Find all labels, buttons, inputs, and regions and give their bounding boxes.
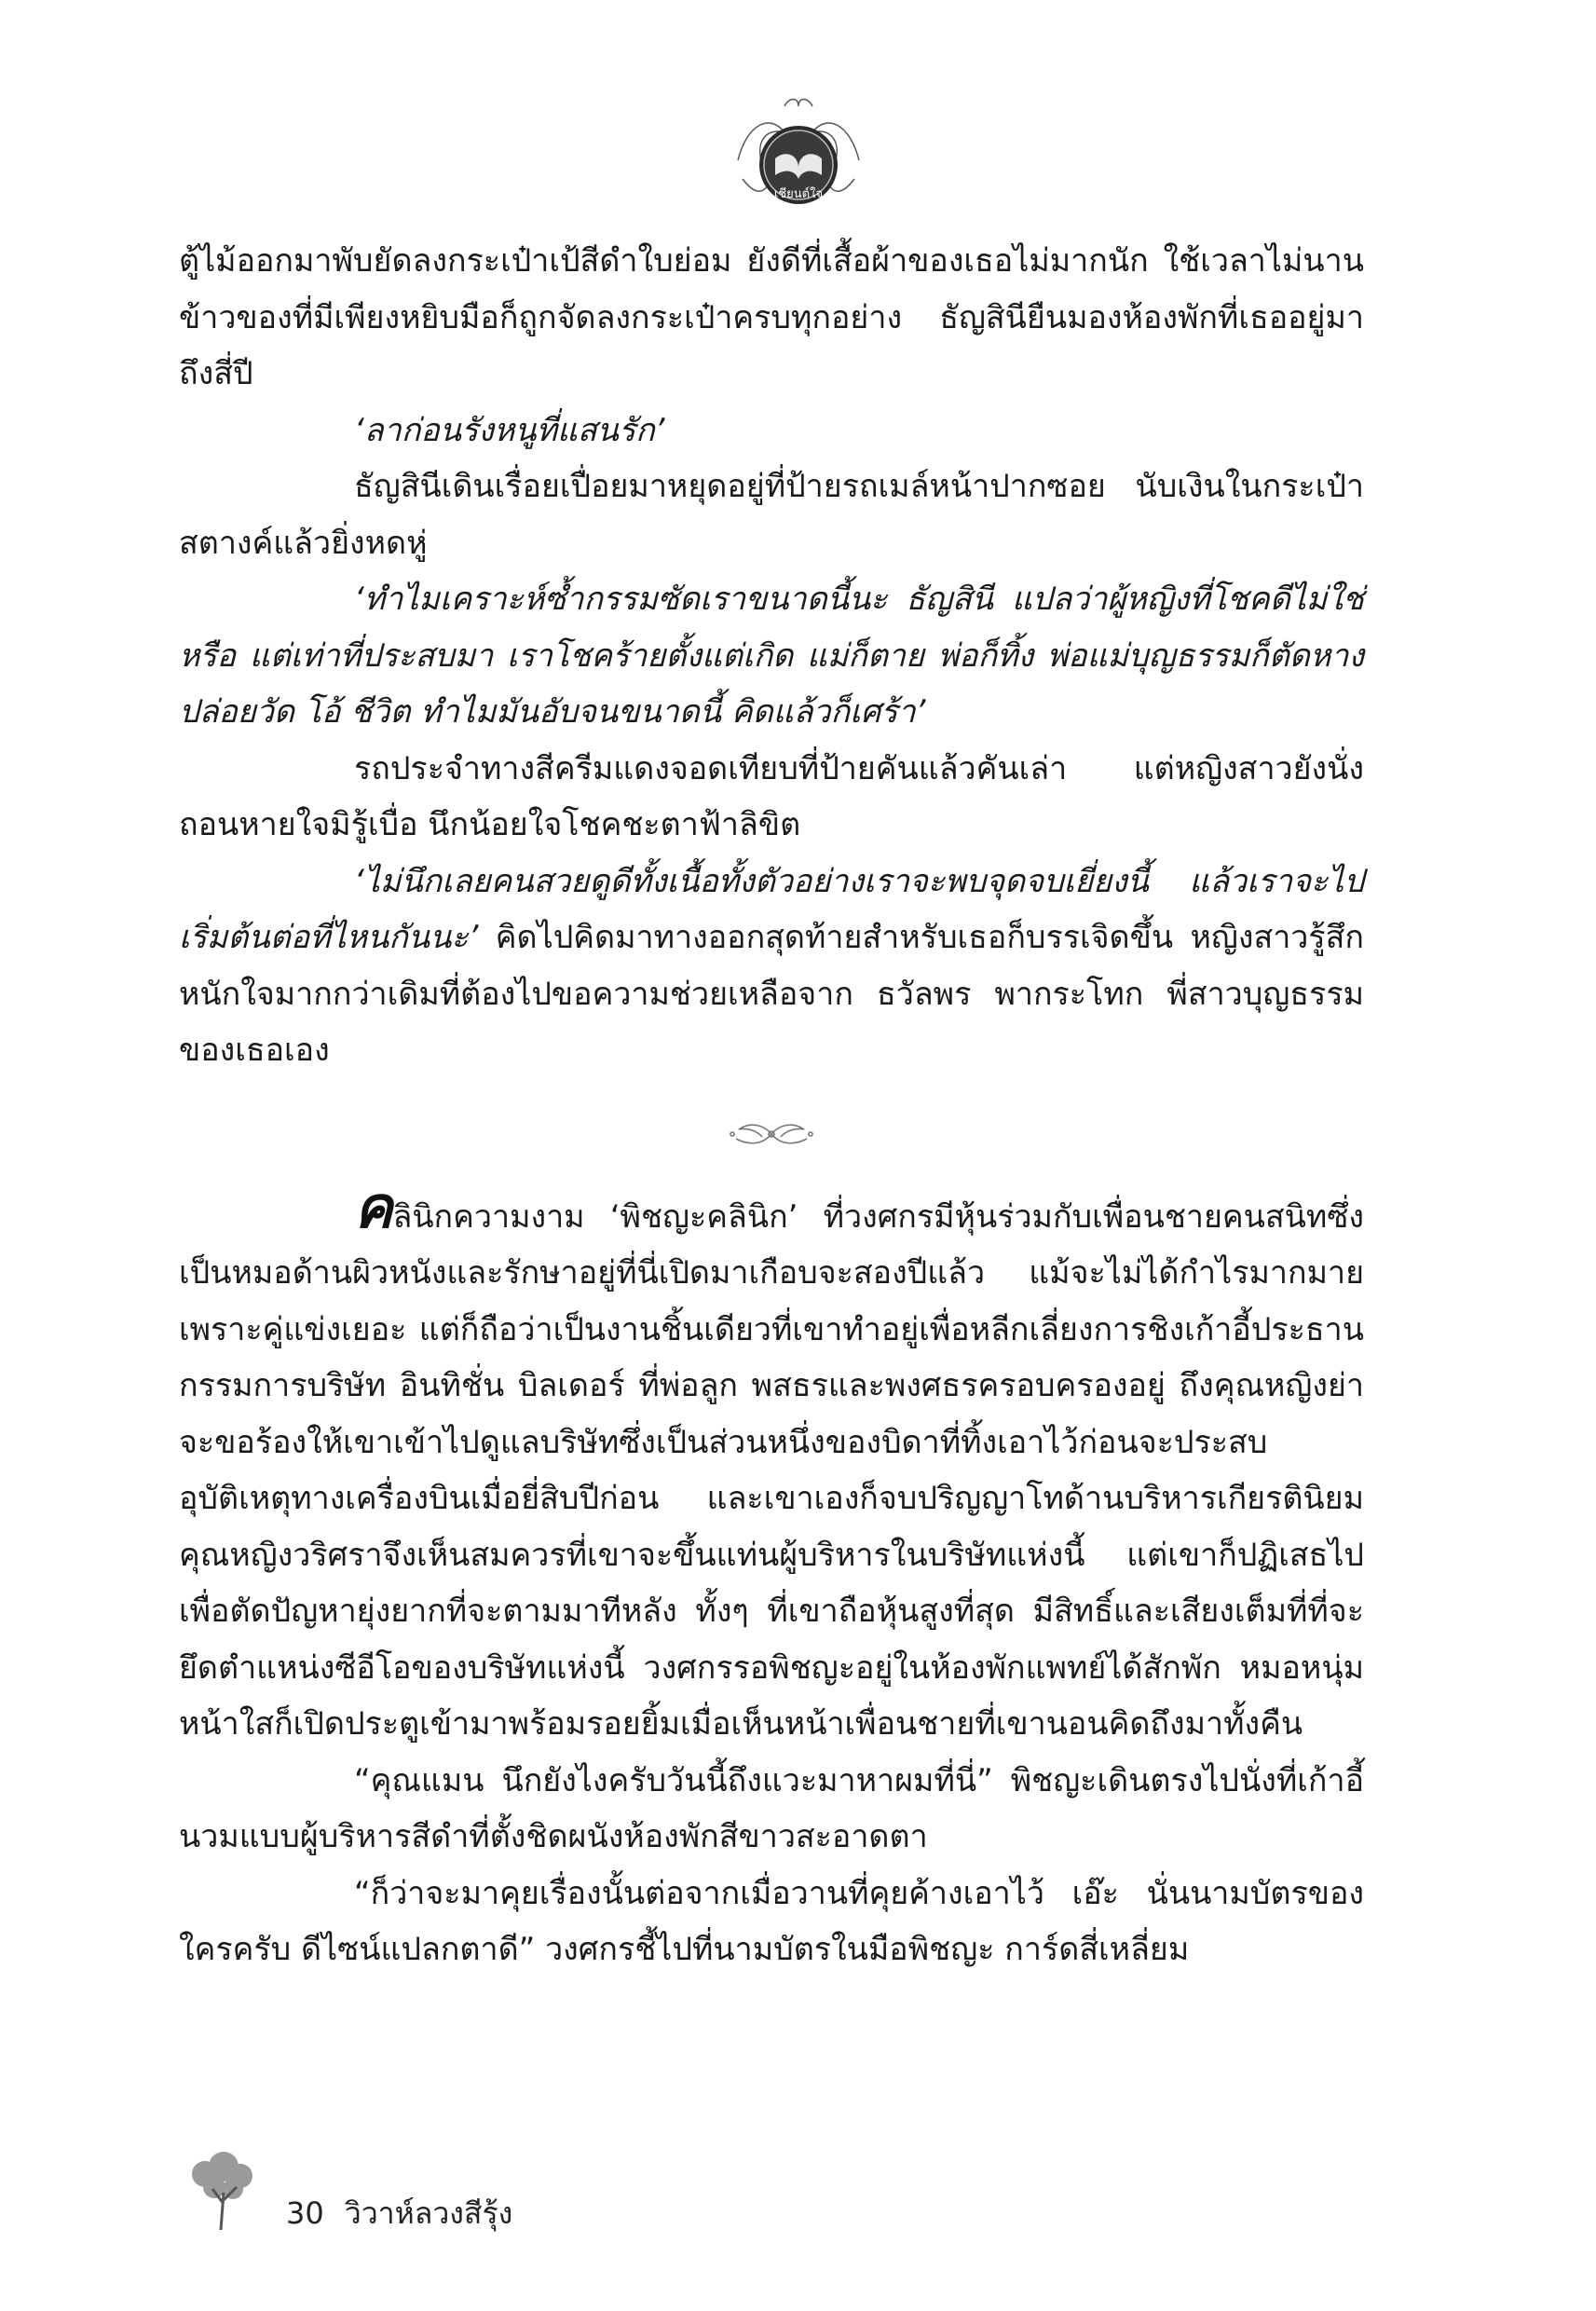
chapter-paragraph (179, 1172, 1364, 1753)
paragraph-rest: คิดไปคิดมาทางออกสุดท้ายสำหรับเธอก็บรรเจิดขึ้น หญิงสาวรู้สึกหนักใจมากกว่าเดิมที่ต้องไปขอความช่วยเหลือจาก ธวัลพร พากระโทก พี่สาวบุญธรรมของเธอเอง (179, 919, 1364, 1069)
tree-icon (177, 2148, 266, 2232)
ornament-icon (725, 1118, 818, 1150)
logo-lettering: เชียนต์ใจ (773, 187, 824, 201)
page-number: 30 (286, 2195, 324, 2231)
paragraph: ตู้ไม้ออกมาพับยัดลงกระเป๋าเป้สีดำใบย่อม ยังดีที่เสื้อผ้าของเธอไม่มากนัก ใช้เวลาไม่นานข้าวของที่มีเพียงหยิบมือก็ถูกจัดลงกระเป๋าครบทุกอย่าง ธัญสินียืนมองห้องพักที่เธออยู่มาถึงสี่ปี (179, 242, 1364, 392)
paragraph-text: ลินิกความงาม ‘พิชญะคลินิก’ ที่วงศกรมีหุ้นร่วมกับเพื่อนชายคนสนิทซึ่งเป็นหมอด้านผิวหนังและรักษาอยู่ที่นี่เปิดมาเกือบจะสองปีแล้ว แม้จะไม่ได้กำไรมากมายเพราะคู่แข่งเยอะ แต่ก็ถือว่าเป็นงานชิ้นเดียวที่เขาทำอยู่เพื่อหลีกเลี่ยงการชิงเก้าอี้ประธานกรรมการบริษัท อินทิชั่น บิลเดอร์ ที่พ่อลูก พสธรและพงศธรครอบครองอยู่ ถึงคุณหญิงย่าจะขอร้องให้เขาเข้าไปดูแลบริษัทซึ่งเป็นส่วนหนึ่งของบิดาที่ทิ้งเอาไว้ก่อนจะประสบอุบัติเหตุทางเครื่องบินเมื่อยี่สิบปีก่อน และเขาเองก็จบปริญญาโทด้านบริหารเกียรตินิยม คุณหญิงวริศราจึงเห็นสมควรที่เขาจะขึ้นแท่นผู้บริหารในบริษัทแห่งนี้ แต่เขาก็ปฏิเสธไปเพื่อตัดปัญหายุ่งยากที่จะตามมาทีหลัง ทั้งๆ ที่เขาถือหุ้นสูงที่สุด มีสิทธิ์และเสียงเต็มที่ที่จะยึดตำแหน่งซีอีโอของบริษัทแห่งนี้ วงศกรรอพิชญะอยู่ในห้องพักแพทย์ได้สักพัก หมอหนุ่มหน้าใสก็เปิดประตูเข้ามาพร้อมรอยยิ้มเมื่อเห็นหน้าเพื่อนชายที่เขานอนคิดถึงมาทั้งคืน (179, 1197, 1364, 1743)
paragraph-italic: ‘ลาก่อนรังหนูที่แสนรัก’ (354, 411, 665, 449)
page-content (179, 233, 1364, 1978)
paragraph: “คุณแมน นึกยังไงครับวันนี้ถึงแวะมาหาผมที่นี่” พิชญะเดินตรงไปนั่งที่เก้าอี้นวมแบบผู้บริหารสีดำที่ตั้งชิดผนังห้องพักสีขาวสะอาดตา (179, 1761, 1364, 1855)
paragraph: ธัญสินีเดินเรื่อยเปื่อยมาหยุดอยู่ที่ป้ายรถเมล์หน้าปากซอย นับเงินในกระเป๋าสตางค์แล้วยิ่งหดหู่ (179, 468, 1364, 562)
header-logo (729, 86, 868, 226)
drop-cap: ค (354, 1172, 393, 1241)
book-title: วิวาห์ลวงสีรุ้ง (344, 2195, 513, 2231)
paragraph: “ก็ว่าจะมาคุยเรื่องนั้นต่อจากเมื่อวานที่คุยค้างเอาไว้ เอ๊ะ นั่นนามบัตรของใครครับ ดีไซน์แปลกตาดี” วงศกรชี้ไปที่นามบัตรในมือพิชญะ การ์ดสี่เหลี่ยม (179, 1874, 1364, 1968)
page-footer (177, 2148, 829, 2232)
paragraph-italic: ‘ทำไมเคราะห์ซ้ำกรรมซัดเราขนาดนี้นะ ธัญสินี แปลว่าผู้หญิงที่โชคดีไม่ใช่หรือ แต่เท่าที่ประสบมา เราโชคร้ายตั้งแต่เกิด แม่ก็ตาย พ่อก็ทิ้ง พ่อแม่บุญธรรมก็ตัดหางปล่อยวัด โอ้ ชีวิต ทำไมมันอับจนขนาดนี้ คิดแล้วก็เศร้า’ (179, 581, 1364, 731)
paragraph (179, 854, 1364, 1079)
italic-thought: ‘ไม่นึกเลยคนสวยดูดีทั้งเนื้อทั้งตัวอย่างเราจะพบจุดจบเยี่ยงนี้ แล้วเราจะไปเริ่มต้นต่อที่ไหนกันนะ’ (179, 862, 1364, 956)
paragraph: รถประจำทางสีครีมแดงจอดเทียบที่ป้ายคันแล้วคันเล่า แต่หญิงสาวยังนั่งถอนหายใจมิรู้เบื่อ นึกน้อยใจโชคชะตาฟ้าลิขิต (179, 749, 1364, 843)
